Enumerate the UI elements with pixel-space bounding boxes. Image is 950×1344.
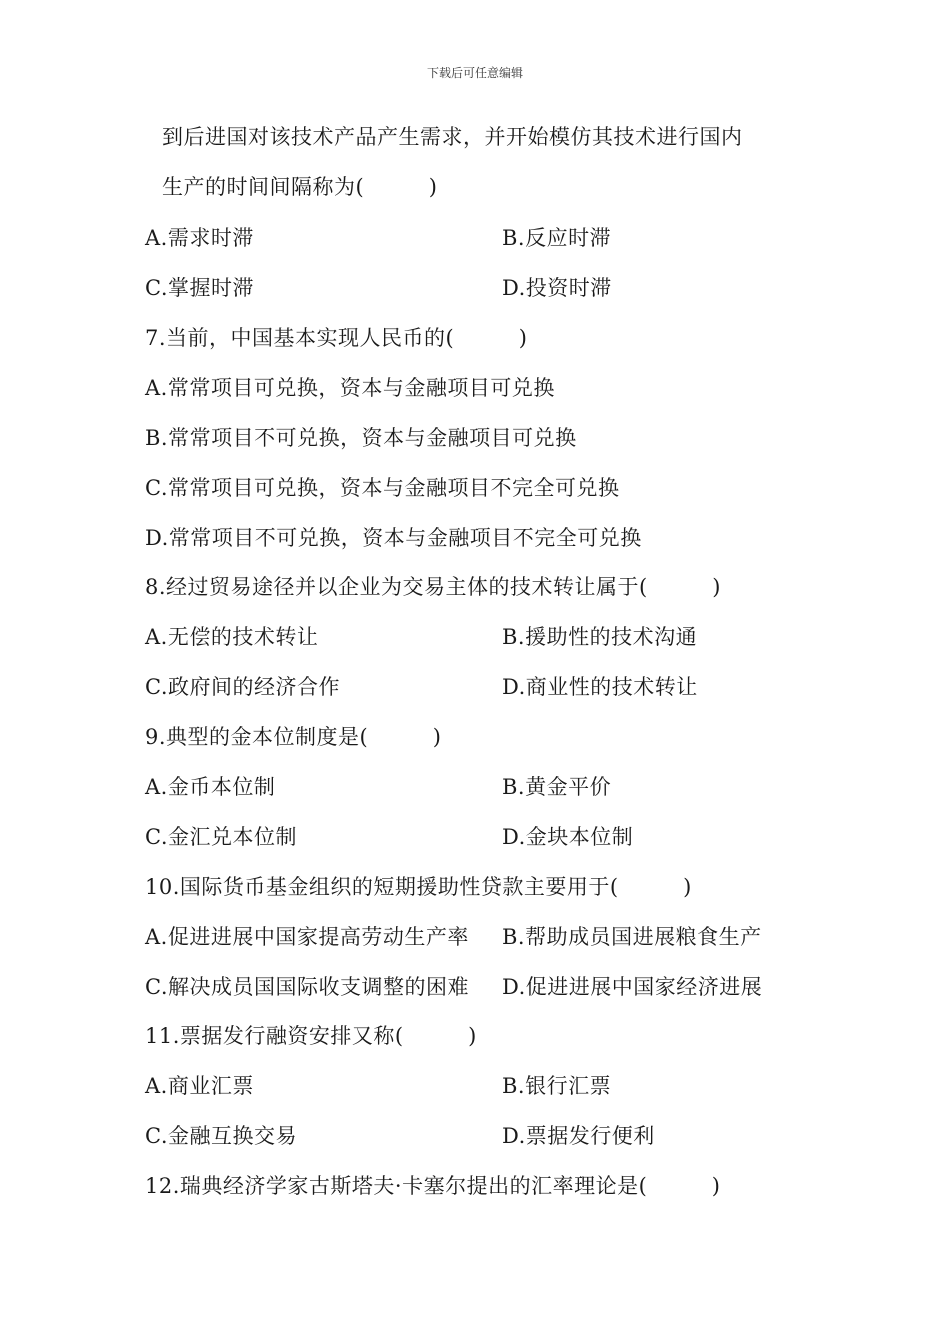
- question-7-option-a: A.常常项目可兑换，资本与金融项目可兑换: [145, 376, 555, 400]
- question-9-option-a: A.金币本位制: [145, 775, 276, 799]
- question-6-line-1: 到后进国对该技术产品产生需求，并开始模仿其技术进行国内: [162, 125, 743, 149]
- question-10-option-a: A.促进进展中国家提高劳动生产率: [145, 925, 469, 949]
- page-header: 下载后可任意编辑: [426, 66, 523, 80]
- question-8-option-c: C.政府间的经济合作: [145, 675, 340, 699]
- question-10-stem: 10.国际货币基金组织的短期援助性贷款主要用于( ): [145, 875, 692, 899]
- question-6-option-c: C.掌握时滞: [145, 276, 254, 300]
- question-11-option-a: A.商业汇票: [145, 1074, 254, 1098]
- question-7-stem: 7.当前，中国基本实现人民币的( ): [145, 326, 528, 350]
- question-8-option-b: B.援助性的技术沟通: [502, 625, 698, 649]
- question-9-option-b: B.黄金平价: [502, 775, 612, 799]
- question-9-option-c: C.金汇兑本位制: [145, 825, 297, 849]
- question-6-option-d: D.投资时滞: [502, 276, 612, 300]
- question-8-option-d: D.商业性的技术转让: [502, 675, 698, 699]
- question-6-option-a: A.需求时滞: [145, 226, 254, 250]
- question-10-option-c: C.解决成员国国际收支调整的困难: [145, 975, 469, 999]
- question-7-option-c: C.常常项目可兑换，资本与金融项目不完全可兑换: [145, 476, 620, 500]
- question-9-option-d: D.金块本位制: [502, 825, 634, 849]
- question-12-stem: 12.瑞典经济学家古斯塔夫·卡塞尔提出的汇率理论是( ): [145, 1174, 721, 1198]
- question-10-option-b: B.帮助成员国进展粮食生产: [502, 925, 762, 949]
- question-11-stem: 11.票据发行融资安排又称( ): [145, 1024, 477, 1048]
- question-7-option-b: B.常常项目不可兑换，资本与金融项目可兑换: [145, 426, 577, 450]
- question-9-stem: 9.典型的金本位制度是( ): [145, 725, 442, 749]
- question-6-option-b: B.反应时滞: [502, 226, 612, 250]
- question-8-option-a: A.无偿的技术转让: [145, 625, 319, 649]
- question-10-option-d: D.促进进展中国家经济进展: [502, 975, 763, 999]
- question-6-line-2: 生产的时间间隔称为( ): [162, 175, 438, 199]
- question-11-option-b: B.银行汇票: [502, 1074, 612, 1098]
- question-8-stem: 8.经过贸易途径并以企业为交易主体的技术转让属于( ): [145, 575, 721, 599]
- question-7-option-d: D.常常项目不可兑换，资本与金融项目不完全可兑换: [145, 526, 642, 550]
- question-11-option-d: D.票据发行便利: [502, 1124, 655, 1148]
- question-11-option-c: C.金融互换交易: [145, 1124, 297, 1148]
